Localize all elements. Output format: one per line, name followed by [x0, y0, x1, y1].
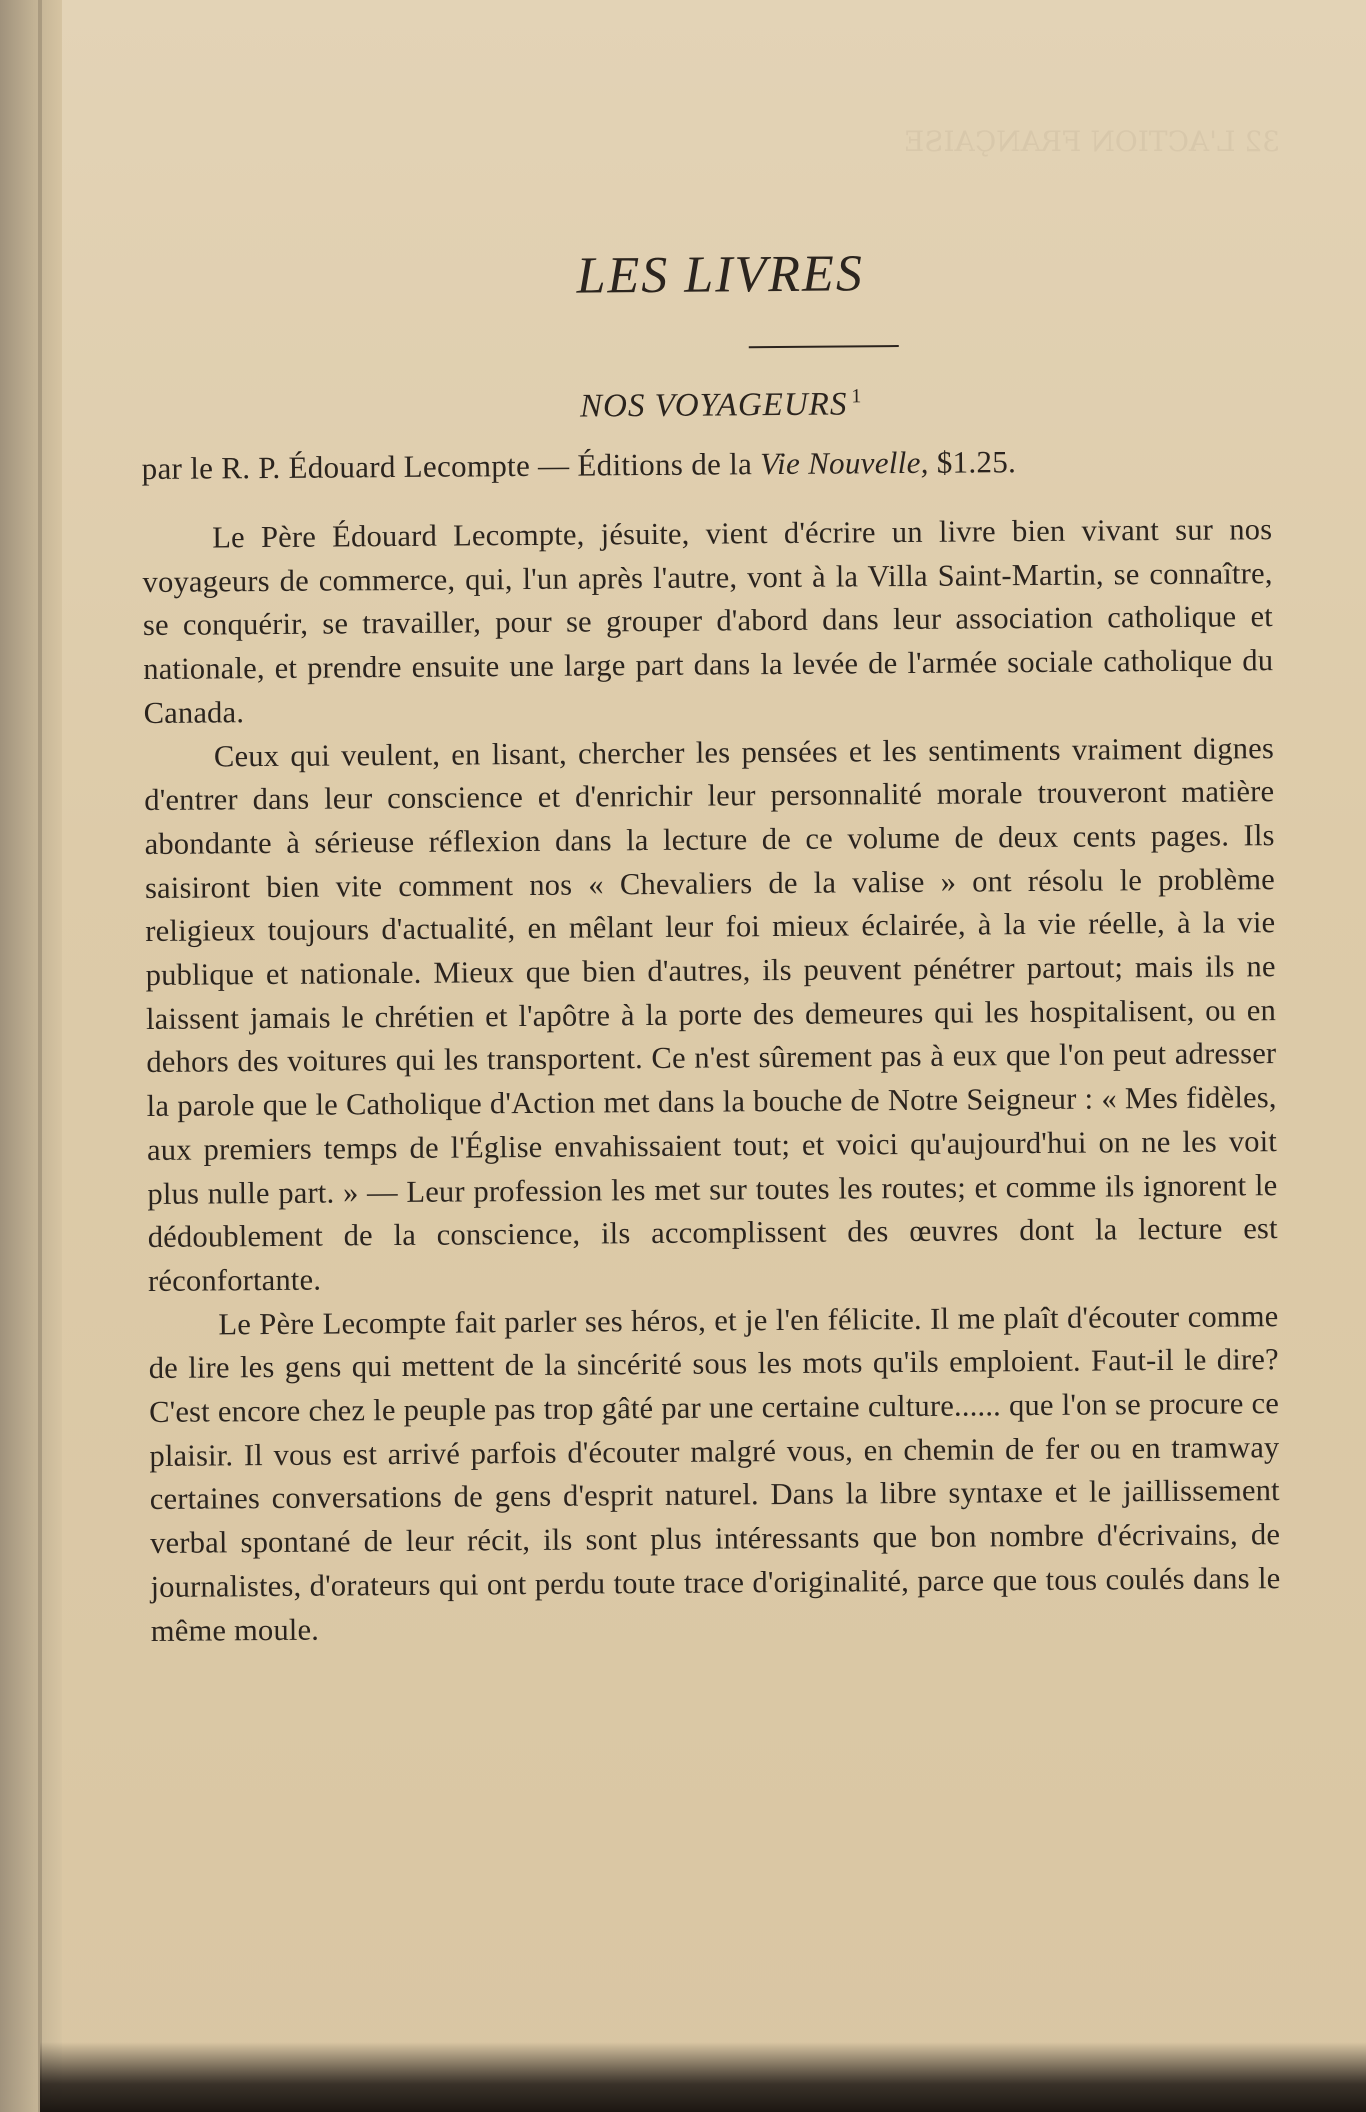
- price: $1.25.: [928, 444, 1017, 480]
- book-title-text: NOS VOYAGEURS: [579, 386, 848, 425]
- bottom-shadow: [40, 2042, 1366, 2112]
- book-gutter: [0, 0, 62, 2112]
- section-title: LES LIVRES: [576, 245, 865, 305]
- title-rule: [749, 345, 899, 348]
- bleed-running-head: L'ACTION FRANÇAISE: [903, 125, 1236, 158]
- paragraph-1: Le Père Édouard Lecompte, jésuite, vient d'écrire un livre bien vivant sur nos voyageurs de commerce, qui, l'un après l'autre, vont à la Villa Saint-Martin, se connaître, se conquérir, se travailler, pour se grouper d'abord dans leur association catholique et nationale, et prendre ensuite une large part dans la levée de l'armée sociale catholique du Canada.: [142, 512, 1274, 730]
- gutter-edge: [38, 0, 42, 2112]
- publisher-name: Vie Nouvelle,: [760, 444, 929, 482]
- page-content: [140, 241, 1281, 1653]
- byline: [142, 442, 1272, 487]
- footnote-marker: 1: [851, 385, 863, 408]
- paragraph-2: Ceux qui veulent, en lisant, chercher les pensées et les sentiments vraiment dignes d'entrer dans leur conscience et d'enrichir leur personnalité morale trouveront matière abondante à sérieuse réflexion dans la lecture de ce volume de deux cents pages. Ils saisiront bien vite comment nos « Chevaliers de la valise » ont résolu le problème religieux toujours d'actualité, en mêlant leur foi mieux éclairée, à la vie réelle, à la vie publique et nationale. Mieux que bien d'autres, ils peuvent pénétrer partout; mais ils ne laissent jamais le chrétien et l'apôtre à la porte des demeures qui les hospitalisent, ou en dehors des voitures qui les transportent. Ce n'est sûrement pas à eux que l'on peut adresser la parole que le Catholique d'Action met dans la bouche de Notre Seigneur : « Mes fidèles, aux premiers temps de l'Église envahissaient tout; et voici qu'aujourd'hui on ne les voit plus nulle part. » — Leur profession les met sur toutes les routes; et comme ils ignorent le dédoublement de la conscience, ils accomplissent des œuvres dont la lecture est réconfortante.: [144, 730, 1278, 1298]
- bleed-page-number: 32: [1244, 125, 1280, 158]
- byline-prefix: par le R. P. Édouard Lecompte — Éditions de la: [141, 446, 761, 486]
- paragraph-3: Le Père Lecompte fait parler ses héros, et je l'en félicite. Il me plaît d'écouter comme de lire les gens qui mettent de la sincérité sous les mots qu'ils emploient. Faut-il le dire? C'est encore chez le peuple pas trop gâté par une certaine culture...... que l'on se procure ce plaisir. Il vous est arrivé parfois d'écouter malgré vous, en chemin de fer ou en tramway certaines conversations de gens d'esprit naturel. Dans la libre syntaxe et le jaillissement verbal spontané de leur récit, ils sont plus intéressants que bon nombre d'écrivains, de journalistes, d'orateurs qui ont perdu toute trace d'originalité, parce que tous coulés dans le même moule.: [148, 1298, 1281, 1648]
- book-title: [171, 382, 1271, 429]
